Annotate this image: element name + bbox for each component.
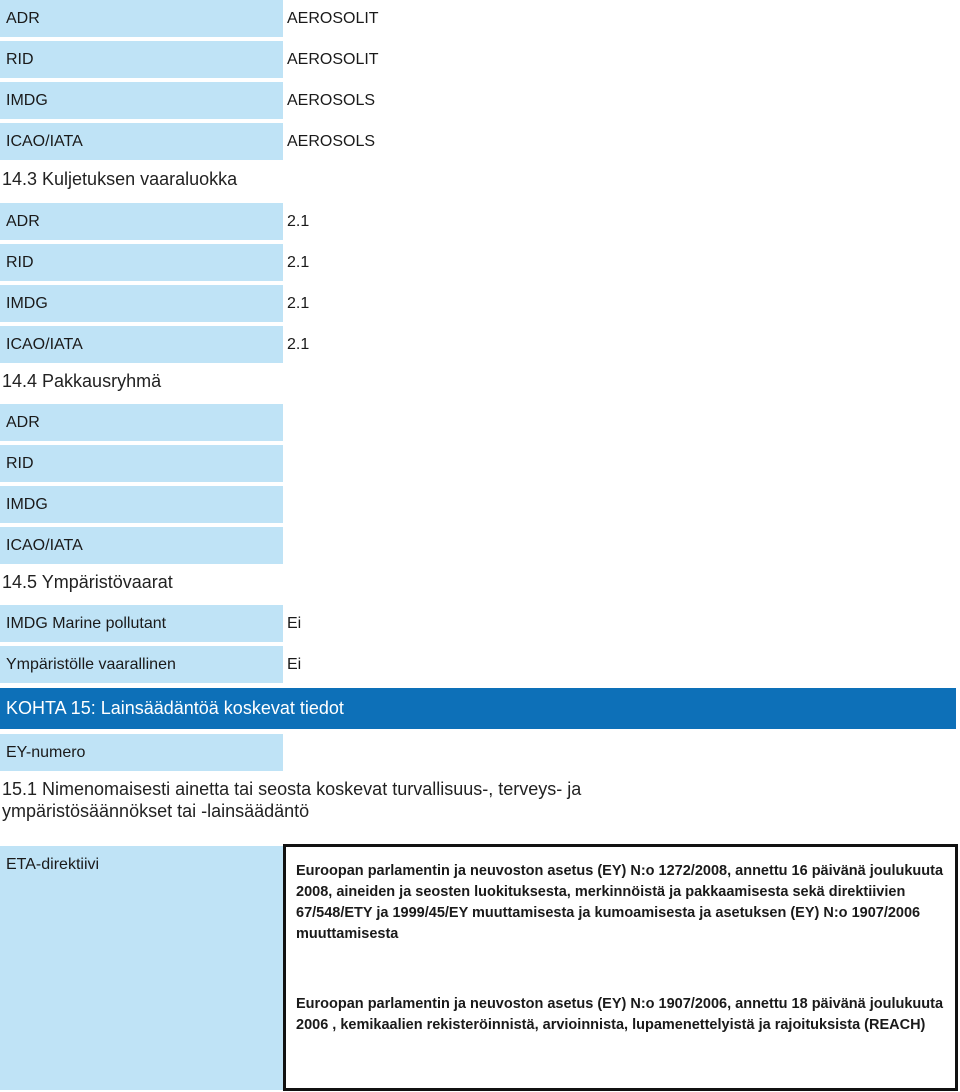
shipping-name-mode-imdg: IMDG bbox=[0, 82, 283, 119]
shipping-name-mode-rid: RID bbox=[0, 41, 283, 78]
hazard-class-value-imdg: 2.1 bbox=[287, 294, 310, 312]
packing-group-mode-adr: ADR bbox=[0, 404, 283, 441]
environmental-heading: 14.5 Ympäristövaarat bbox=[2, 572, 173, 592]
packing-group-mode-imdg: IMDG bbox=[0, 486, 283, 523]
packing-group-mode-rid: RID bbox=[0, 445, 283, 482]
hazard-class-mode-imdg: IMDG bbox=[0, 285, 283, 322]
shipping-name-value-rid: AEROSOLIT bbox=[287, 50, 379, 68]
section-15-banner: KOHTA 15: Lainsäädäntöä koskevat tiedot bbox=[0, 688, 956, 729]
regulation-reach: Euroopan parlamentin ja neuvoston asetus (EY) N:o 1907/2006, annettu 18 päivänä joulukuuta 2006 , kemikaalien rekisteröinnistä, arvioinnista, lupamenettelyistä ja rajoituksista (REACH) bbox=[296, 996, 944, 1033]
packing-group-heading: 14.4 Pakkausryhmä bbox=[2, 371, 162, 391]
env-value-marine-pollutant: Ei bbox=[287, 614, 302, 632]
ey-number-label: EY-numero bbox=[0, 734, 283, 771]
packing-group-mode-icao: ICAO/IATA bbox=[0, 527, 283, 564]
eta-directive-label: ETA-direktiivi bbox=[0, 846, 283, 1090]
shipping-name-value-imdg: AEROSOLS bbox=[287, 91, 376, 109]
regulations-box bbox=[283, 844, 958, 1091]
env-label-marine-pollutant: IMDG Marine pollutant bbox=[0, 605, 283, 642]
shipping-name-mode-icao: ICAO/IATA bbox=[0, 123, 283, 160]
shipping-name-mode-adr: ADR bbox=[0, 0, 283, 37]
section-15-1-heading: 15.1 Nimenomaisesti ainetta tai seosta koskevat turvallisuus-, terveys- ja ympäristösäännökset tai -lainsäädäntö bbox=[2, 779, 582, 821]
regulation-clp: Euroopan parlamentin ja neuvoston asetus (EY) N:o 1272/2008, annettu 16 päivänä joulukuuta 2008, aineiden ja seosten luokituksesta, merkinnöistä ja pakkaamisesta sekä direktiivien 67/548/ETY ja 1999/45/EY muuttamisesta ja kumoamisesta ja asetuksen (EY) N:o 1907/2006 muuttamisesta bbox=[296, 863, 944, 942]
env-value-environmentally-hazardous: Ei bbox=[287, 655, 302, 673]
env-label-environmentally-hazardous: Ympäristölle vaarallinen bbox=[0, 646, 283, 683]
hazard-class-mode-rid: RID bbox=[0, 244, 283, 281]
hazard-class-value-adr: 2.1 bbox=[287, 212, 310, 230]
hazard-class-value-rid: 2.1 bbox=[287, 253, 310, 271]
hazard-class-mode-adr: ADR bbox=[0, 203, 283, 240]
hazard-class-heading: 14.3 Kuljetuksen vaaraluokka bbox=[2, 169, 238, 189]
hazard-class-value-icao: 2.1 bbox=[287, 335, 310, 353]
shipping-name-value-icao: AEROSOLS bbox=[287, 132, 376, 150]
hazard-class-mode-icao: ICAO/IATA bbox=[0, 326, 283, 363]
shipping-name-value-adr: AEROSOLIT bbox=[287, 9, 379, 27]
